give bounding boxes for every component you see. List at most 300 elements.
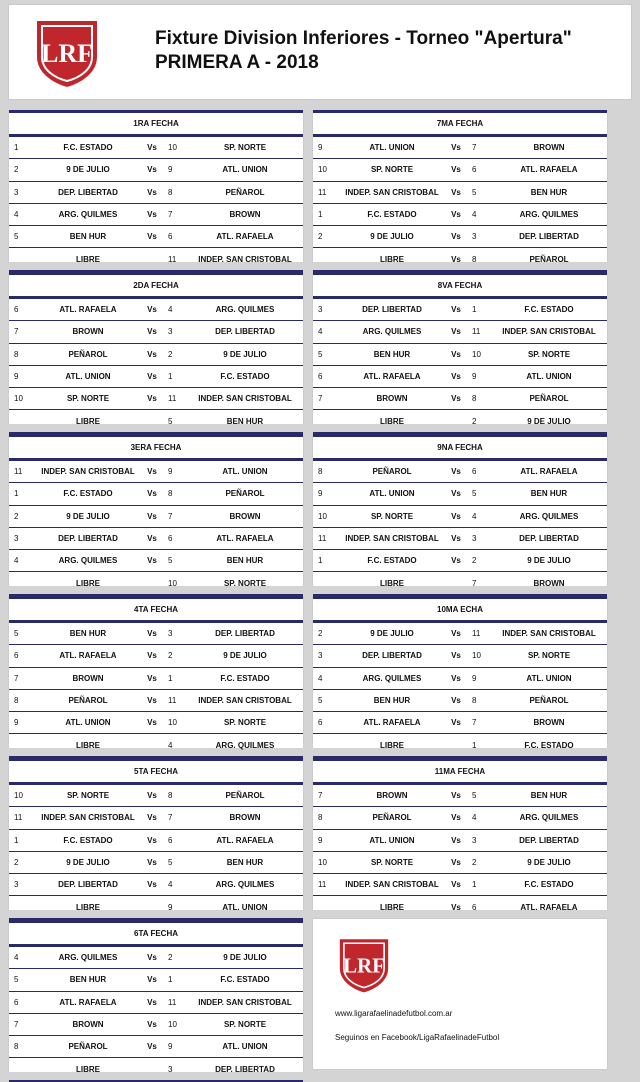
match-row	[9, 410, 303, 433]
home-number: 7	[318, 394, 323, 404]
away-number: 6	[168, 534, 173, 544]
away-team: ATL. UNION	[222, 165, 268, 175]
home-team: DEP. LIBERTAD	[58, 534, 118, 544]
away-number: 3	[472, 534, 477, 544]
away-number: 3	[472, 835, 477, 845]
home-team: PEÑAROL	[68, 349, 108, 359]
home-number: 8	[14, 1042, 19, 1052]
home-number: 11	[318, 880, 327, 890]
away-team: INDEP. SAN CRISTOBAL	[198, 696, 292, 706]
match-row	[313, 572, 607, 595]
versus-label: Vs	[147, 673, 157, 683]
home-number: 8	[14, 696, 19, 706]
away-number: 11	[168, 394, 177, 404]
away-team: ARG. QUILMES	[215, 740, 275, 750]
versus-label: Vs	[451, 835, 461, 845]
match-row	[313, 388, 607, 410]
match-row	[313, 668, 607, 690]
match-row	[313, 344, 607, 366]
info-panel	[312, 918, 608, 1070]
away-number: 7	[472, 143, 477, 153]
away-team: ATL. RAFAELA	[520, 467, 578, 477]
away-number: 7	[472, 718, 477, 728]
away-team: DEP. LIBERTAD	[215, 327, 275, 337]
away-team: SP. NORTE	[223, 143, 267, 153]
home-number: 6	[14, 997, 19, 1007]
match-row	[9, 734, 303, 757]
away-number: 2	[168, 953, 173, 963]
match-row	[9, 668, 303, 690]
home-number: 3	[14, 880, 19, 890]
versus-label: Vs	[451, 349, 461, 359]
match-row	[9, 204, 303, 226]
home-number: 2	[14, 165, 19, 175]
away-team: 9 DE JULIO	[527, 416, 571, 426]
versus-label: Vs	[147, 187, 157, 197]
away-number: 6	[472, 467, 477, 477]
away-team: BEN HUR	[226, 556, 264, 566]
away-number: 10	[472, 349, 481, 359]
fixtures-right-column	[312, 110, 608, 920]
versus-label: Vs	[451, 327, 461, 337]
away-team: ATL. RAFAELA	[520, 902, 578, 912]
away-number: 10	[168, 718, 177, 728]
match-row	[9, 366, 303, 388]
away-number: 6	[472, 165, 477, 175]
home-number: 5	[318, 349, 323, 359]
match-row	[9, 645, 303, 667]
lrf-shield-logo-small	[335, 934, 393, 996]
away-team: F.C. ESTADO	[524, 305, 574, 315]
match-row	[9, 483, 303, 505]
match-row	[313, 461, 607, 483]
versus-label: Vs	[147, 997, 157, 1007]
home-team: 9 DE JULIO	[66, 165, 110, 175]
match-row	[9, 388, 303, 410]
home-number: 1	[14, 143, 19, 153]
home-number: 10	[14, 394, 23, 404]
versus-label: Vs	[451, 880, 461, 890]
home-team: PEÑAROL	[372, 813, 412, 823]
versus-label: Vs	[451, 629, 461, 639]
versus-label: Vs	[147, 556, 157, 566]
match-row	[313, 852, 607, 874]
home-team: INDEP. SAN CRISTOBAL	[41, 813, 135, 823]
away-number: 6	[168, 835, 173, 845]
away-team: 9 DE JULIO	[223, 651, 267, 661]
away-number: 2	[472, 416, 477, 426]
versus-label: Vs	[147, 791, 157, 801]
versus-label: Vs	[147, 975, 157, 985]
match-row	[313, 299, 607, 321]
home-number: 5	[14, 975, 19, 985]
logo-text: LRF	[41, 39, 93, 68]
versus-label: Vs	[451, 511, 461, 521]
away-team: ATL. UNION	[222, 1042, 268, 1052]
away-number: 9	[168, 1042, 173, 1052]
home-team: BROWN	[72, 327, 104, 337]
home-team: LIBRE	[380, 740, 404, 750]
home-team: LIBRE	[76, 416, 100, 426]
match-row	[313, 874, 607, 896]
home-number: 4	[14, 210, 19, 220]
away-team: F.C. ESTADO	[524, 880, 574, 890]
away-team: ARG. QUILMES	[519, 210, 579, 220]
home-team: INDEP. SAN CRISTOBAL	[345, 187, 439, 197]
match-row	[9, 623, 303, 645]
away-number: 11	[168, 997, 177, 1007]
away-number: 10	[168, 1020, 177, 1030]
fixture-block	[312, 272, 608, 424]
versus-label: Vs	[147, 629, 157, 639]
versus-label: Vs	[147, 349, 157, 359]
fixture-title: 3ERA FECHA	[9, 434, 303, 461]
fixture-title: 7MA FECHA	[313, 110, 607, 137]
away-team: INDEP. SAN CRISTOBAL	[198, 254, 292, 264]
fixture-title: 4TA FECHA	[9, 596, 303, 623]
home-team: INDEP. SAN CRISTOBAL	[345, 880, 439, 890]
home-team: ARG. QUILMES	[58, 556, 118, 566]
versus-label: Vs	[451, 651, 461, 661]
match-row	[9, 461, 303, 483]
match-row	[313, 204, 607, 226]
away-number: 8	[472, 696, 477, 706]
versus-label: Vs	[147, 467, 157, 477]
versus-label: Vs	[147, 651, 157, 661]
home-team: BROWN	[376, 394, 408, 404]
home-number: 7	[14, 1020, 19, 1030]
home-number: 8	[14, 349, 19, 359]
home-team: F.C. ESTADO	[367, 210, 417, 220]
away-number: 8	[472, 254, 477, 264]
versus-label: Vs	[147, 327, 157, 337]
home-team: ARG. QUILMES	[362, 327, 422, 337]
home-team: ATL. RAFAELA	[59, 305, 117, 315]
home-team: SP. NORTE	[370, 511, 414, 521]
away-team: ARG. QUILMES	[519, 511, 579, 521]
page-title: Fixture Division Inferiores - Torneo "Apertura"	[155, 28, 572, 49]
match-row	[313, 830, 607, 852]
home-team: ATL. UNION	[65, 718, 111, 728]
versus-label: Vs	[451, 143, 461, 153]
home-team: F.C. ESTADO	[367, 556, 417, 566]
match-row	[313, 248, 607, 271]
versus-label: Vs	[451, 791, 461, 801]
fixture-title: 8VA FECHA	[313, 272, 607, 299]
away-team: SP. NORTE	[223, 578, 267, 588]
home-number: 3	[318, 651, 323, 661]
home-team: PEÑAROL	[68, 696, 108, 706]
away-team: DEP. LIBERTAD	[519, 232, 579, 242]
versus-label: Vs	[147, 835, 157, 845]
versus-label: Vs	[451, 902, 461, 912]
match-row	[313, 182, 607, 204]
away-number: 8	[168, 489, 173, 499]
match-row	[9, 1014, 303, 1036]
away-team: SP. NORTE	[223, 1020, 267, 1030]
home-number: 2	[14, 511, 19, 521]
fixtures-left-column	[8, 110, 304, 1082]
home-team: 9 DE JULIO	[370, 629, 414, 639]
away-team: F.C. ESTADO	[220, 975, 270, 985]
away-team: F.C. ESTADO	[220, 673, 270, 683]
versus-label: Vs	[147, 858, 157, 868]
versus-label: Vs	[451, 305, 461, 315]
versus-label: Vs	[451, 372, 461, 382]
versus-label: Vs	[147, 305, 157, 315]
home-team: ATL. RAFAELA	[59, 651, 117, 661]
away-team: F.C. ESTADO	[220, 372, 270, 382]
match-row	[9, 344, 303, 366]
home-team: ATL. UNION	[65, 372, 111, 382]
away-number: 4	[472, 511, 477, 521]
away-team: INDEP. SAN CRISTOBAL	[502, 327, 596, 337]
away-number: 1	[472, 740, 477, 750]
match-row	[9, 896, 303, 919]
away-team: BEN HUR	[530, 489, 568, 499]
home-team: SP. NORTE	[66, 791, 110, 801]
home-number: 1	[14, 489, 19, 499]
match-row	[9, 852, 303, 874]
match-row	[9, 506, 303, 528]
match-row	[9, 248, 303, 271]
home-team: SP. NORTE	[66, 394, 110, 404]
away-number: 1	[472, 305, 477, 315]
home-number: 4	[318, 673, 323, 683]
away-number: 9	[472, 673, 477, 683]
home-number: 11	[14, 813, 23, 823]
home-team: LIBRE	[76, 578, 100, 588]
fixture-block	[8, 920, 304, 1072]
home-team: LIBRE	[76, 1064, 100, 1074]
home-team: LIBRE	[380, 578, 404, 588]
home-team: BROWN	[72, 1020, 104, 1030]
home-team: BROWN	[376, 791, 408, 801]
versus-label: Vs	[451, 534, 461, 544]
match-row	[313, 321, 607, 343]
match-row	[313, 366, 607, 388]
home-number: 3	[14, 534, 19, 544]
home-team: DEP. LIBERTAD	[362, 651, 422, 661]
away-number: 4	[472, 813, 477, 823]
home-team: ATL. RAFAELA	[363, 718, 421, 728]
match-row	[313, 483, 607, 505]
away-number: 7	[168, 511, 173, 521]
versus-label: Vs	[451, 210, 461, 220]
away-team: PEÑAROL	[529, 394, 569, 404]
away-number: 11	[472, 629, 481, 639]
home-number: 11	[318, 534, 327, 544]
home-number: 9	[14, 372, 19, 382]
match-row	[313, 226, 607, 248]
home-team: BEN HUR	[69, 975, 107, 985]
match-row	[9, 712, 303, 734]
match-row	[313, 623, 607, 645]
away-number: 11	[168, 254, 177, 264]
versus-label: Vs	[147, 372, 157, 382]
home-number: 4	[14, 556, 19, 566]
away-number: 7	[472, 578, 477, 588]
away-team: INDEP. SAN CRISTOBAL	[198, 997, 292, 1007]
away-team: ATL. RAFAELA	[216, 534, 274, 544]
match-row	[9, 182, 303, 204]
versus-label: Vs	[147, 953, 157, 963]
website-link[interactable]: www.ligarafaelinadefutbol.com.ar	[335, 1009, 453, 1018]
home-team: LIBRE	[76, 254, 100, 264]
match-row	[9, 992, 303, 1014]
away-team: DEP. LIBERTAD	[215, 1064, 275, 1074]
away-number: 5	[472, 791, 477, 801]
away-number: 4	[168, 305, 173, 315]
away-team: ATL. RAFAELA	[216, 232, 274, 242]
fixture-block	[312, 110, 608, 262]
fixture-title: 9NA FECHA	[313, 434, 607, 461]
home-number: 5	[14, 232, 19, 242]
fixture-block	[8, 596, 304, 748]
away-number: 5	[472, 489, 477, 499]
away-team: ATL. UNION	[222, 467, 268, 477]
versus-label: Vs	[147, 210, 157, 220]
versus-label: Vs	[451, 232, 461, 242]
home-team: DEP. LIBERTAD	[58, 880, 118, 890]
away-number: 4	[472, 210, 477, 220]
away-number: 9	[472, 372, 477, 382]
match-row	[313, 712, 607, 734]
match-row	[9, 807, 303, 829]
away-number: 11	[472, 327, 481, 337]
match-row	[313, 528, 607, 550]
home-number: 9	[14, 718, 19, 728]
away-team: BEN HUR	[530, 791, 568, 801]
match-row	[313, 785, 607, 807]
versus-label: Vs	[147, 534, 157, 544]
home-team: 9 DE JULIO	[66, 858, 110, 868]
away-team: BEN HUR	[226, 416, 264, 426]
fixture-block	[8, 110, 304, 262]
home-number: 6	[318, 718, 323, 728]
away-number: 7	[168, 210, 173, 220]
home-number: 3	[318, 305, 323, 315]
home-number: 5	[318, 696, 323, 706]
home-number: 2	[318, 232, 323, 242]
away-number: 10	[168, 578, 177, 588]
home-team: ATL. RAFAELA	[59, 997, 117, 1007]
fixture-title: 1RA FECHA	[9, 110, 303, 137]
away-team: BROWN	[533, 578, 565, 588]
home-team: ATL. UNION	[369, 143, 415, 153]
home-team: PEÑAROL	[68, 1042, 108, 1052]
away-team: BEN HUR	[226, 858, 264, 868]
match-row	[9, 1036, 303, 1058]
away-number: 5	[168, 556, 173, 566]
match-row	[9, 947, 303, 969]
home-number: 1	[14, 835, 19, 845]
away-team: BROWN	[533, 718, 565, 728]
home-team: ARG. QUILMES	[58, 953, 118, 963]
away-team: DEP. LIBERTAD	[215, 629, 275, 639]
home-number: 10	[318, 858, 327, 868]
match-row	[9, 874, 303, 896]
match-row	[313, 506, 607, 528]
versus-label: Vs	[451, 858, 461, 868]
home-team: ATL. UNION	[369, 835, 415, 845]
home-number: 6	[318, 372, 323, 382]
home-number: 6	[14, 305, 19, 315]
versus-label: Vs	[147, 1020, 157, 1030]
away-number: 2	[168, 349, 173, 359]
match-row	[313, 159, 607, 181]
away-team: ATL. RAFAELA	[520, 165, 578, 175]
away-number: 9	[168, 165, 173, 175]
versus-label: Vs	[147, 489, 157, 499]
home-team: SP. NORTE	[370, 858, 414, 868]
away-number: 2	[472, 556, 477, 566]
home-team: INDEP. SAN CRISTOBAL	[345, 534, 439, 544]
away-number: 7	[168, 813, 173, 823]
logo-text-small: LRF	[343, 953, 385, 978]
away-number: 9	[168, 902, 173, 912]
home-number: 1	[318, 556, 323, 566]
versus-label: Vs	[451, 489, 461, 499]
facebook-link[interactable]: Seguinos en Facebook/LigaRafaelinadeFutbol	[335, 1033, 500, 1042]
versus-label: Vs	[451, 165, 461, 175]
page-subtitle: PRIMERA A - 2018	[155, 52, 319, 73]
away-team: SP. NORTE	[223, 718, 267, 728]
versus-label: Vs	[451, 696, 461, 706]
home-number: 9	[318, 835, 323, 845]
home-number: 6	[14, 651, 19, 661]
away-team: ARG. QUILMES	[215, 305, 275, 315]
away-number: 5	[472, 187, 477, 197]
versus-label: Vs	[451, 254, 461, 264]
away-number: 1	[168, 372, 173, 382]
away-number: 2	[472, 858, 477, 868]
home-number: 10	[318, 511, 327, 521]
fixture-block	[8, 434, 304, 586]
home-number: 1	[318, 210, 323, 220]
away-number: 8	[168, 791, 173, 801]
match-row	[9, 528, 303, 550]
away-team: BEN HUR	[530, 187, 568, 197]
away-team: 9 DE JULIO	[223, 953, 267, 963]
match-row	[313, 137, 607, 159]
home-number: 11	[14, 467, 23, 477]
away-number: 5	[168, 416, 173, 426]
versus-label: Vs	[451, 718, 461, 728]
fixture-title: 10MA ECHA	[313, 596, 607, 623]
fixture-title: 11MA FECHA	[313, 758, 607, 785]
match-row	[9, 969, 303, 991]
away-number: 8	[472, 394, 477, 404]
away-number: 10	[168, 143, 177, 153]
fixture-block	[312, 434, 608, 586]
home-number: 5	[14, 629, 19, 639]
fixture-block	[312, 596, 608, 748]
match-row	[9, 785, 303, 807]
versus-label: Vs	[147, 880, 157, 890]
versus-label: Vs	[147, 232, 157, 242]
away-team: INDEP. SAN CRISTOBAL	[198, 394, 292, 404]
home-team: BEN HUR	[69, 232, 107, 242]
away-number: 3	[168, 327, 173, 337]
home-number: 11	[318, 187, 327, 197]
match-row	[9, 1058, 303, 1081]
fixture-title: 5TA FECHA	[9, 758, 303, 785]
match-row	[9, 226, 303, 248]
match-row	[9, 299, 303, 321]
away-team: ATL. UNION	[222, 902, 268, 912]
away-team: BROWN	[533, 143, 565, 153]
